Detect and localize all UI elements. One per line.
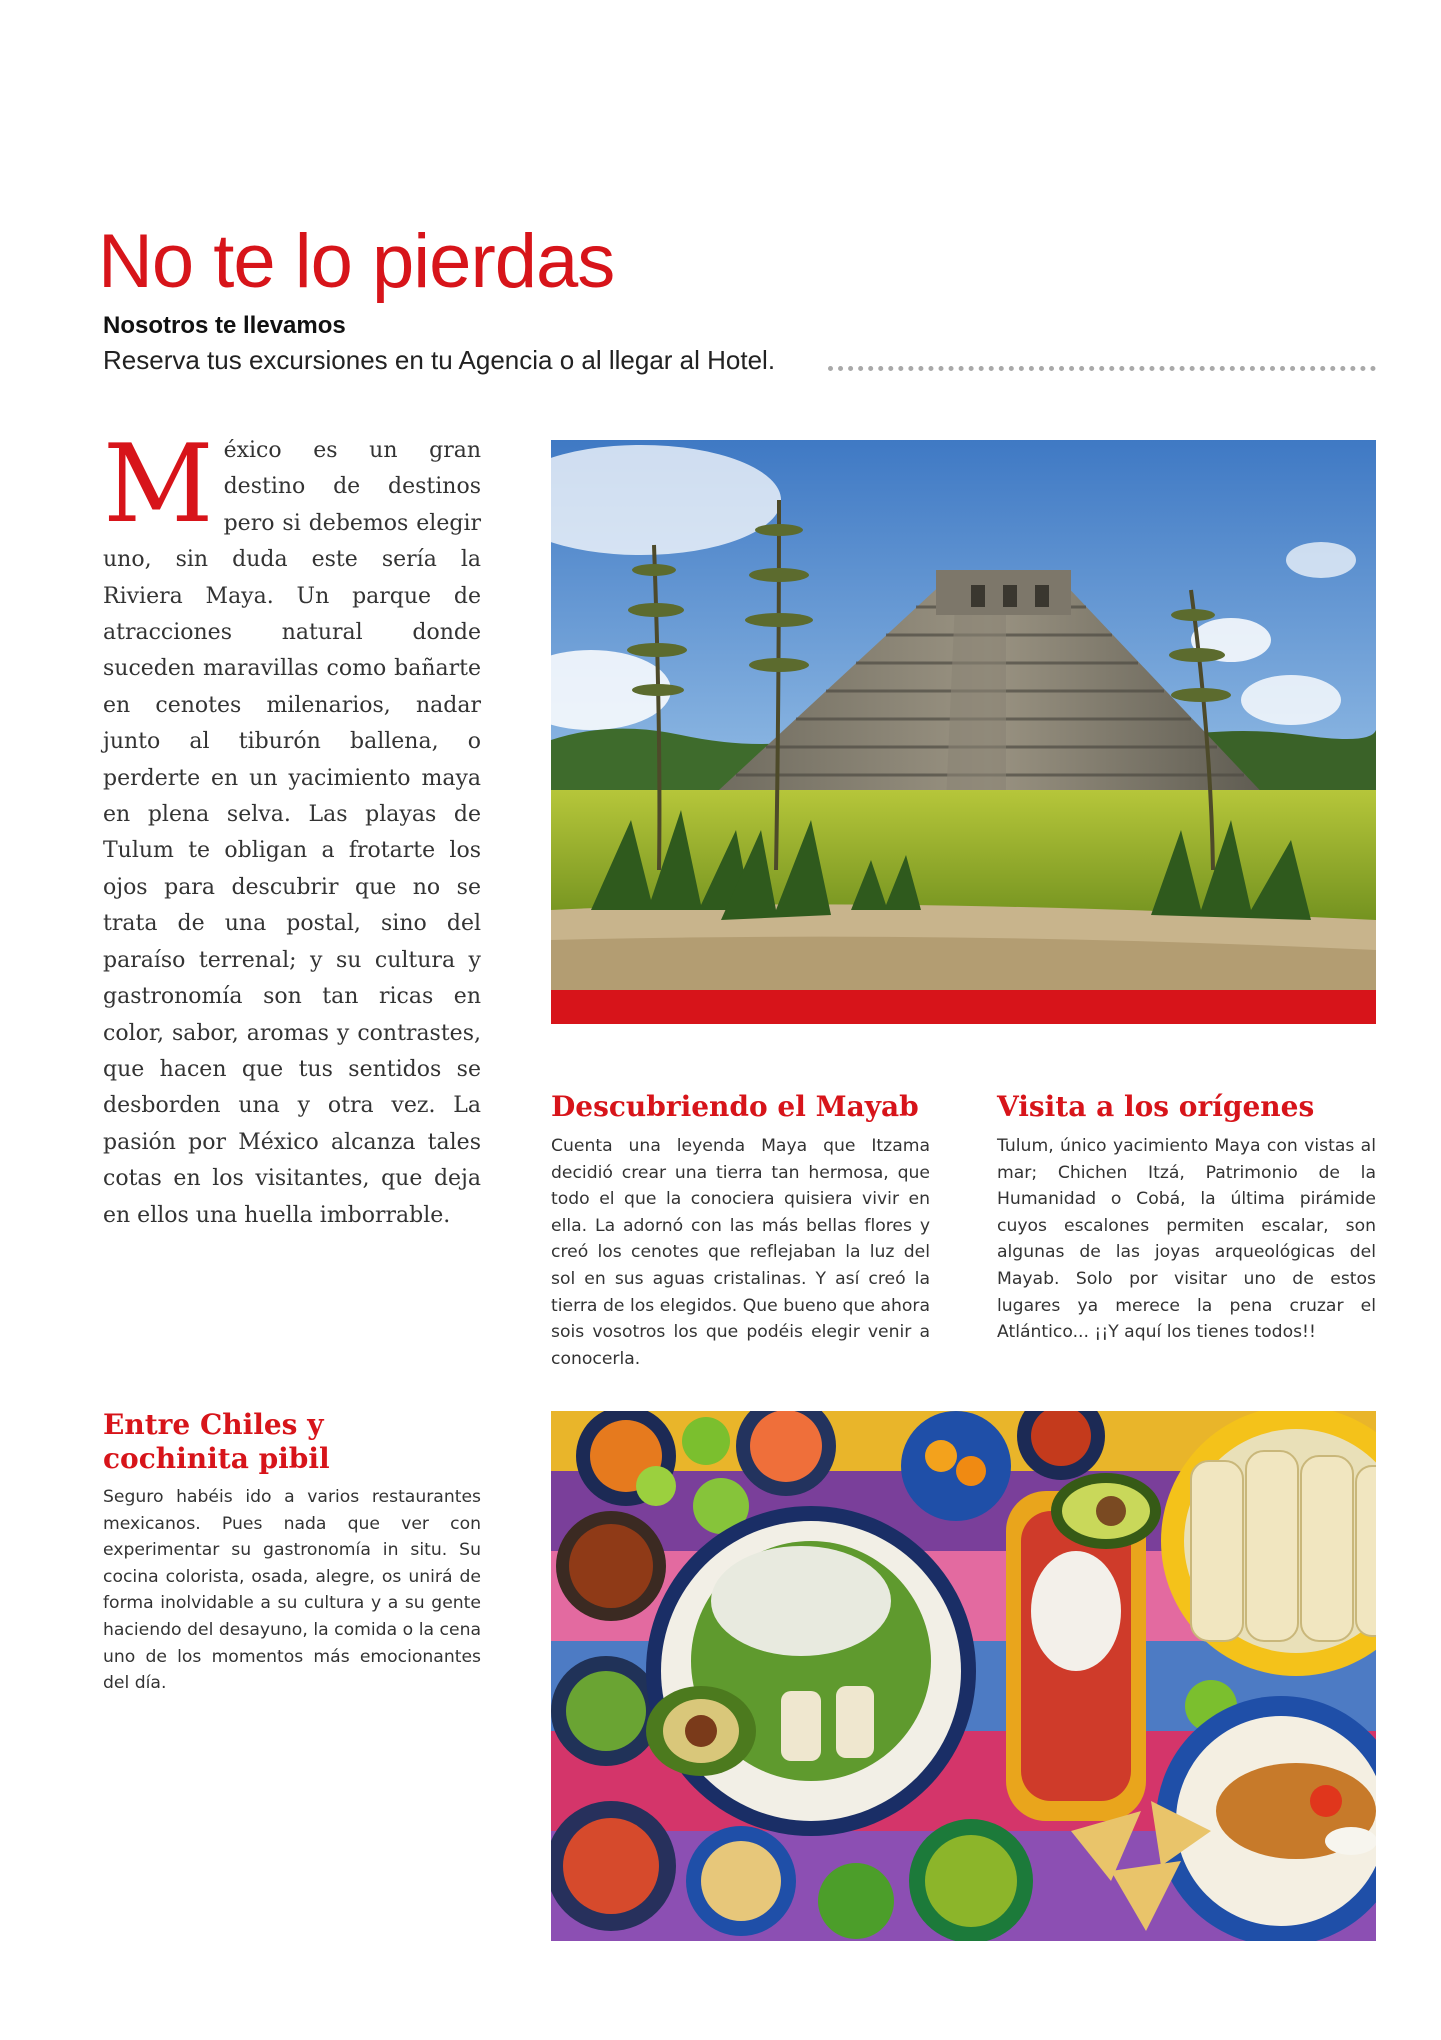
page-title: No te lo pierdas [98, 219, 615, 304]
intro-text: éxico es un gran destino de destinos pero si debemos elegir uno, sin duda este sería la Riviera Maya. Un parque de atracciones natural donde suceden maravillas como bañarte en cenotes milenarios, nadar junto al tiburón ballena, o perderte en un yacimiento maya en plena selva. Las playas de Tulum te obligan a frotarte los ojos para descubrir que no se trata de una postal, sino del paraíso terrenal; y su cultura y gastronomía son tan ricas en color, sabor, aromas y contrastes, que hacen que tus sentidos se desborden una y otra vez. La pasión por México alcanza tales cotas en los visitantes, que deja en ellos una huella imborrable. [103, 438, 481, 1228]
drop-cap: M [103, 422, 214, 547]
section-title-chiles [103, 1408, 483, 1476]
dotted-divider [828, 366, 1376, 371]
red-accent-band [551, 990, 1376, 1024]
chiles-title-line1: Entre Chiles y [103, 1408, 324, 1441]
section-body-mayab: Cuenta una leyenda Maya que Itzama decidió crear una tierra tan hermosa, que todo el que la conociera quisiera vivir en ella. La adornó con las más bellas flores y creó los cenotes que reflejaban la luz del sol en sus aguas cristalinas. Y así creó la tierra de los elegidos. Que bueno que ahora sois vosotros los que podéis elegir venir a conocerla. [551, 1136, 930, 1369]
section-title-origenes: Visita a los orígenes [997, 1090, 1315, 1123]
chichen-itza-illustration [551, 440, 1376, 990]
mexican-food-photo [551, 1411, 1376, 1941]
mexican-food-illustration [551, 1411, 1376, 1941]
chiles-title-line2: cochinita pibil [103, 1442, 330, 1475]
reserve-line: Reserva tus excursiones en tu Agencia o al llegar al Hotel. [103, 345, 776, 375]
pyramid-photo [551, 440, 1376, 990]
intro-article [103, 422, 481, 1234]
section-body-chiles: Seguro habéis ido a varios restaurantes mexicanos. Pues nada que ver con experimentar su gastronomía in situ. Su cocina colorista, osada, alegre, os unirá de forma inolvidable a su cultura y a su gente haciendo del desayuno, la comida o la cena uno de los momentos más emocionantes del día. [103, 1487, 481, 1694]
section-title-mayab: Descubriendo el Mayab [551, 1090, 919, 1123]
section-body-origenes: Tulum, único yacimiento Maya con vistas al mar; Chichen Itzá, Patrimonio de la Humanidad o Cobá, la última pirámide cuyos escalones permiten escalar, son algunas de las joyas arqueológicas del Mayab. Solo por visitar uno de estos lugares ya merece la pena cruzar el Atlántico... ¡¡Y aquí los tienes todos!! [997, 1136, 1376, 1343]
page-subtitle: Nosotros te llevamos [103, 312, 346, 339]
